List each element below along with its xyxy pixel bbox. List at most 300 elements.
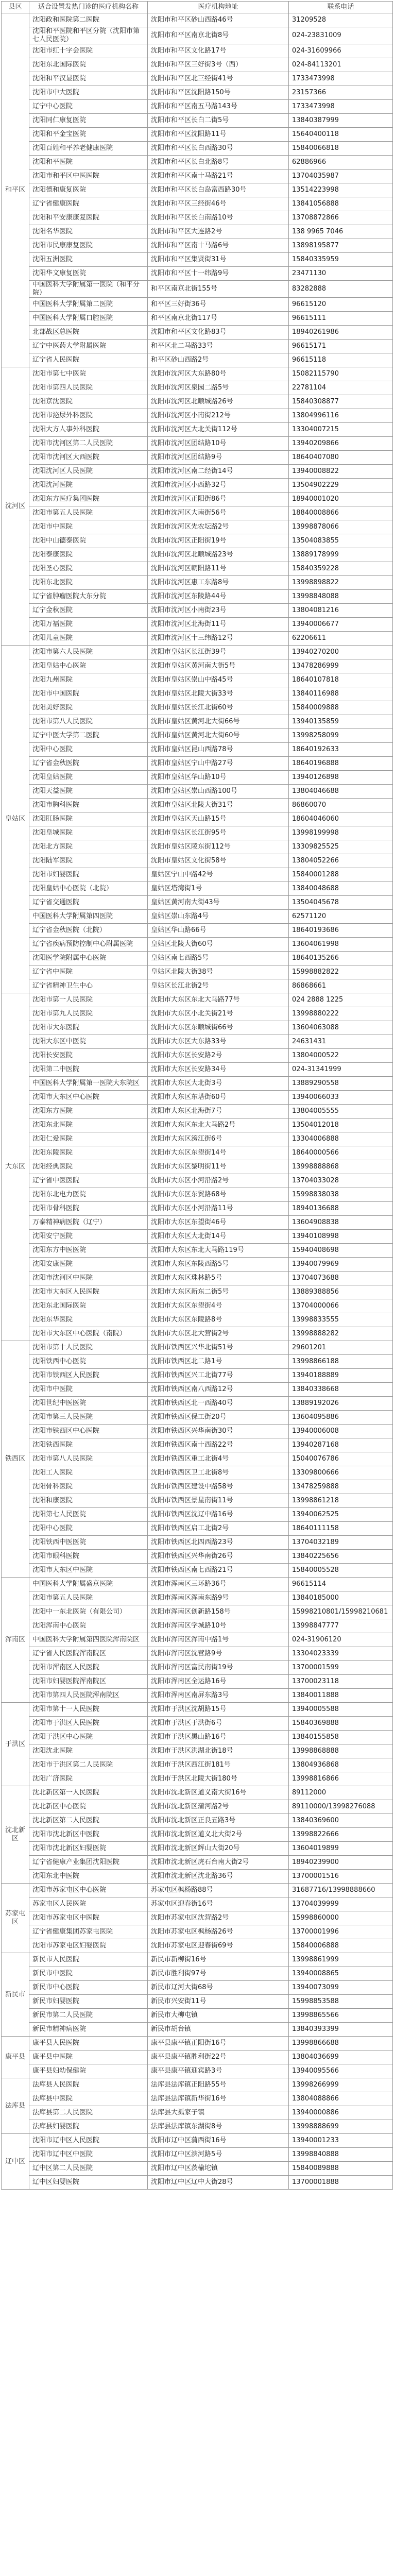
address-cell: 沈阳市沈河区团结路10号 (148, 437, 289, 451)
phone-cell: 13940066033 (289, 1091, 393, 1105)
address-cell: 沈阳市浑南区浑南东路9号 (148, 1591, 289, 1605)
address-cell: 沈阳市和平区北三经街41号 (148, 72, 289, 86)
phone-cell: 13704073688 (289, 1272, 393, 1285)
table-row (2, 1856, 393, 1870)
phone-cell: 13309800666 (289, 1466, 393, 1480)
institution-name-cell: 沈阳市沈河区第二人民医院 (29, 437, 148, 451)
institution-name-cell: 沈阳东方中医医院 (29, 1244, 148, 1258)
institution-name-cell: 沈阳市沈河区大西医院 (29, 451, 148, 465)
phone-cell: 024-31609966 (289, 44, 393, 58)
table-row (2, 423, 393, 437)
table-row (2, 1341, 393, 1355)
phone-cell: 96615114 (289, 1578, 393, 1591)
phone-cell: 13304006888 (289, 1132, 393, 1146)
phone-cell: 15840001288 (289, 868, 393, 882)
table-row (2, 197, 393, 211)
table-row (2, 142, 393, 156)
phone-cell: 13940287168 (289, 1438, 393, 1452)
table-row (2, 183, 393, 197)
institution-name-cell: 沈阳广济医院 (29, 1772, 148, 1786)
phone-cell: 96615171 (289, 340, 393, 353)
table-row (2, 701, 393, 715)
address-cell: 沈阳市皇姑区陵东街112号 (148, 840, 289, 854)
table-row (2, 1772, 393, 1786)
phone-cell: 13804996116 (289, 409, 393, 423)
address-cell: 沈阳市铁西区南十西路22号 (148, 1438, 289, 1452)
address-cell: 沈阳市辽中区辽中大街28号 (148, 2176, 289, 2190)
phone-cell: 96615111 (289, 312, 393, 326)
phone-cell: 15940408698 (289, 1244, 393, 1258)
address-cell: 沈阳市铁西区兴华南街26号 (148, 1550, 289, 1564)
institution-name-cell: 沈阳市骨科医院 (29, 1202, 148, 1216)
address-cell: 沈阳市和平区砂山西路46号 (148, 13, 289, 27)
table-row (2, 381, 393, 395)
institution-name-cell: 沈阳中山德泰医院 (29, 534, 148, 548)
institution-name-cell: 沈阳市和平区中医医院 (29, 170, 148, 183)
phone-cell: 024-23831009 (289, 27, 393, 44)
table-row (2, 1425, 393, 1438)
phone-cell: 13804005555 (289, 1105, 393, 1118)
address-cell: 沈阳市大东区小河沿路11号 (148, 1202, 289, 1216)
phone-cell: 13304023339 (289, 1647, 393, 1661)
institution-name-cell: 新民市中医院 (29, 1967, 148, 1981)
institution-name-cell: 沈阳市第九人民医院 (29, 1007, 148, 1021)
institution-name-cell: 沈阳名华医院 (29, 225, 148, 239)
institution-name-cell: 沈阳市沈河区中医院 (29, 1272, 148, 1285)
institution-name-cell: 沈北新区中心医院 (29, 1800, 148, 1814)
phone-cell: 13998866188 (289, 1355, 393, 1369)
phone-cell: 13840011888 (289, 1689, 393, 1703)
phone-cell: 138 9965 7046 (289, 225, 393, 239)
table-row (2, 965, 393, 979)
institution-name-cell: 沈阳天益医院 (29, 785, 148, 799)
address-cell: 沈阳市大东区东陵路8号 (148, 1313, 289, 1327)
phone-cell: 13514223998 (289, 183, 393, 197)
table-row (2, 1925, 393, 1939)
institution-name-cell: 沈阳市大东区中医院 (29, 1564, 148, 1578)
address-cell: 新民市辽河大街68号 (148, 1981, 289, 1995)
institution-name-cell: 法库县第二人民医院 (29, 2106, 148, 2120)
table-row (2, 1717, 393, 1731)
phone-cell: 13998840888 (289, 2148, 393, 2162)
phone-cell: 13700001599 (289, 1661, 393, 1675)
institution-name-cell: 新民市第二人民医院 (29, 2009, 148, 2023)
phone-cell: 13998861218 (289, 1494, 393, 1508)
phone-cell: 13708872866 (289, 211, 393, 225)
table-row (2, 2050, 393, 2064)
address-cell: 沈阳市沈河区大北关街112号 (148, 423, 289, 437)
address-cell: 沈阳市铁西区重工北街4号 (148, 1452, 289, 1466)
table-row (2, 715, 393, 729)
table-row (2, 1313, 393, 1327)
district-cell: 法库县 (2, 2078, 29, 2134)
phone-cell: 13841056888 (289, 197, 393, 211)
phone-cell: 15998853588 (289, 1995, 393, 2009)
table-row (2, 1564, 393, 1578)
phone-cell: 13704033028 (289, 1174, 393, 1188)
table-row (2, 340, 393, 353)
address-cell: 沈阳市大东区东顺城街66号 (148, 1021, 289, 1035)
institution-name-cell: 沈阳中心医院 (29, 743, 148, 757)
institution-name-cell: 辽宁中医药大学附属医院 (29, 340, 148, 353)
phone-cell: 62886966 (289, 156, 393, 170)
institution-name-cell: 沈阳市胸科医院 (29, 799, 148, 812)
address-cell: 沈阳市浑南区三环路36号 (148, 1578, 289, 1591)
table-row (2, 170, 393, 183)
phone-cell: 15840089888 (289, 2162, 393, 2176)
institution-name-cell: 沈阳市第一人民医院 (29, 993, 148, 1007)
table-row (2, 618, 393, 632)
address-cell: 沈阳市皇姑区华山路10号 (148, 771, 289, 785)
institution-name-cell: 沈阳北方医院 (29, 840, 148, 854)
table-row (2, 1188, 393, 1202)
phone-cell: 13940062525 (289, 1508, 393, 1522)
address-cell: 沈阳市大东区东望街14号 (148, 1146, 289, 1160)
address-cell: 法库县大孤家子镇 (148, 2106, 289, 2120)
phone-cell: 13804088866 (289, 2092, 393, 2106)
table-row (2, 2148, 393, 2162)
table-row (2, 1967, 393, 1981)
address-cell: 沈阳市皇姑区宁山中路27号 (148, 757, 289, 771)
address-cell: 沈阳市铁西区保工街20号 (148, 1411, 289, 1425)
address-cell: 沈阳市浑南区创新路158号 (148, 1605, 289, 1619)
phone-cell: 89112000 (289, 1786, 393, 1800)
address-cell: 沈阳市大东区新东二街5号 (148, 1285, 289, 1299)
table-row (2, 785, 393, 799)
table-row (2, 1258, 393, 1272)
address-cell: 沈阳市皇姑区长江北街60号 (148, 701, 289, 715)
address-cell: 沈阳市大东区东北大马路2号 (148, 1118, 289, 1132)
institution-name-cell: 沈阳于洪区中心医院 (29, 1731, 148, 1744)
address-cell: 沈阳市和平区三好街3号（西） (148, 58, 289, 72)
phone-cell: 13700001996 (289, 1925, 393, 1939)
address-cell: 沈阳市皇姑区黄河北大街66号 (148, 715, 289, 729)
address-cell: 沈阳市大东区东贸路68号 (148, 1188, 289, 1202)
address-cell: 沈阳市铁西区启工北街2号 (148, 1522, 289, 1536)
institution-name-cell: 沈阳和平医院 (29, 156, 148, 170)
table-row (2, 1397, 393, 1411)
institution-name-cell: 辽宁省健康集团苏家屯医院 (29, 1925, 148, 1939)
table-row (2, 281, 393, 298)
table-row (2, 979, 393, 993)
phone-cell: 18640192633 (289, 743, 393, 757)
address-cell: 和平区南京北街155号 (148, 281, 289, 298)
table-row (2, 1661, 393, 1675)
address-cell: 沈阳市和平区南十马路6号 (148, 239, 289, 253)
table-row (2, 868, 393, 882)
phone-cell: 13940095566 (289, 2064, 393, 2078)
table-row (2, 2064, 393, 2078)
institution-name-cell: 辽宁中医大学第二医院 (29, 729, 148, 743)
phone-cell: 13478286999 (289, 659, 393, 673)
table-row (2, 1744, 393, 1758)
phone-cell: 13700023118 (289, 1675, 393, 1689)
table-row (2, 1647, 393, 1661)
phone-cell: 13889178999 (289, 548, 393, 562)
address-cell: 沈阳市沈北新区道义南大街16号 (148, 1786, 289, 1800)
address-cell: 皇姑区长江北街2号 (148, 979, 289, 993)
address-cell: 新民市胜利街97号 (148, 1967, 289, 1981)
institution-name-cell: 中国医科大学附属第一医院大东院区 (29, 1077, 148, 1091)
institution-name-cell: 中国医科大学附属第二医院 (29, 298, 148, 312)
address-cell: 沈阳市沈河区正阳街19号 (148, 534, 289, 548)
table-row (2, 1828, 393, 1842)
institution-name-cell: 沈阳市第四人民医院浑南院区 (29, 1689, 148, 1703)
table-row (2, 2009, 393, 2023)
institution-name-cell: 沈阳东方医院 (29, 1105, 148, 1118)
address-cell: 沈阳市浑南区学城路10号 (148, 1619, 289, 1633)
institution-name-cell: 沈阳市第五人民医院 (29, 506, 148, 520)
phone-cell: 13304007215 (289, 423, 393, 437)
address-cell: 沈阳市辽中区茨榆坨镇 (148, 2162, 289, 2176)
phone-cell: 13998888868 (289, 1160, 393, 1174)
address-cell: 沈阳市沈北新区虎石台南大街2号 (148, 1856, 289, 1870)
address-cell: 沈阳市和平区长白北路8号 (148, 156, 289, 170)
table-row (2, 1299, 393, 1313)
address-cell: 沈阳市沈北新区道义北大街2号 (148, 1828, 289, 1842)
institution-name-cell: 中国医科大学附属盛京医院 (29, 1578, 148, 1591)
address-cell: 沈阳市大东区东望街4号 (148, 1299, 289, 1313)
institution-name-cell: 沈阳市第八人民医院 (29, 715, 148, 729)
address-cell: 沈阳市于洪区西江街181号 (148, 1758, 289, 1772)
institution-name-cell: 辽中区第二人民医院 (29, 2162, 148, 2176)
header-address: 医疗机构地址 (148, 2, 289, 13)
institution-name-cell: 沈阳东北医院 (29, 1118, 148, 1132)
phone-cell: 13998898822 (289, 576, 393, 590)
institution-name-cell: 新民市中心医院 (29, 1981, 148, 1995)
table-row (2, 576, 393, 590)
address-cell: 沈阳市铁西区北二路1号 (148, 1355, 289, 1369)
phone-cell: 96615118 (289, 353, 393, 367)
phone-cell: 15998882822 (289, 965, 393, 979)
fever-clinic-table (1, 1, 393, 2190)
institution-name-cell: 沈阳皇姑医院 (29, 771, 148, 785)
institution-name-cell: 沈阳市第八人民医院 (29, 1452, 148, 1466)
address-cell: 沈阳市于洪区黑山路16号 (148, 1731, 289, 1744)
table-row (2, 1327, 393, 1341)
address-cell: 皇姑区北陵大街60号 (148, 938, 289, 952)
table-row (2, 451, 393, 465)
phone-cell: 13998861999 (289, 1953, 393, 1967)
address-cell: 皇姑区北陵大街38号 (148, 965, 289, 979)
table-row (2, 1884, 393, 1897)
table-row (2, 1689, 393, 1703)
address-cell: 沈阳市铁西区景星南街11号 (148, 1494, 289, 1508)
address-cell: 沈阳市大东区珠林路5号 (148, 1272, 289, 1285)
address-cell: 和平区三好街36号 (148, 298, 289, 312)
table-row (2, 211, 393, 225)
table-row (2, 1466, 393, 1480)
address-cell: 沈阳市沈河区北海街11号 (148, 618, 289, 632)
phone-cell: 13998888282 (289, 1327, 393, 1341)
phone-cell: 62571120 (289, 910, 393, 924)
header-institution-name: 适合设置发热门诊的医疗机构名称 (29, 2, 148, 13)
address-cell: 沈阳市沈河区十三纬路12号 (148, 632, 289, 646)
address-cell: 沈阳市大东区大北街14号 (148, 1230, 289, 1244)
address-cell: 沈阳市皇姑区北陵大街31号 (148, 799, 289, 812)
address-cell: 法库县法库镇新华街16号 (148, 2092, 289, 2106)
table-row (2, 27, 393, 44)
institution-name-cell: 辽宁省人民医院浑南院区 (29, 1647, 148, 1661)
table-row (2, 1105, 393, 1118)
institution-name-cell: 沈阳东北医院 (29, 576, 148, 590)
address-cell: 沈阳市铁西区南八西路12号 (148, 1383, 289, 1397)
table-row (2, 729, 393, 743)
address-cell: 沈阳市大东区大北街3号 (148, 1077, 289, 1091)
institution-name-cell: 沈阳铁西中心医院 (29, 1355, 148, 1369)
phone-cell: 13704000066 (289, 1299, 393, 1313)
table-body (2, 13, 393, 2190)
phone-cell: 1733473998 (289, 72, 393, 86)
institution-name-cell: 沈阳和平金宝医院 (29, 128, 148, 142)
address-cell: 沈阳市皇姑区天山路15号 (148, 812, 289, 826)
institution-name-cell: 沈阳市沈北新区妇婴医院 (29, 1842, 148, 1856)
table-row (2, 1814, 393, 1828)
table-row (2, 1452, 393, 1466)
address-cell: 沈阳市苏家屯区迎春街69号 (148, 1939, 289, 1953)
phone-cell: 13704032189 (289, 1536, 393, 1550)
phone-cell: 15640400118 (289, 128, 393, 142)
table-row (2, 2037, 393, 2050)
table-row (2, 395, 393, 409)
table-row (2, 534, 393, 548)
institution-name-cell: 康平县妇幼保健院 (29, 2064, 148, 2078)
phone-cell: 13700001516 (289, 1870, 393, 1884)
table-row (2, 13, 393, 27)
phone-cell: 13504045678 (289, 896, 393, 910)
table-row (2, 367, 393, 381)
address-cell: 沈阳市浑南区浑南中路1号 (148, 1633, 289, 1647)
table-row (2, 1230, 393, 1244)
address-cell: 沈阳市大东区小北关街21号 (148, 1007, 289, 1021)
table-row (2, 2120, 393, 2134)
phone-cell: 13840369600 (289, 1814, 393, 1828)
institution-name-cell: 辽宁省人民医院 (29, 353, 148, 367)
phone-cell: 13840116988 (289, 687, 393, 701)
phone-cell: 29601201 (289, 1341, 393, 1355)
table-row (2, 58, 393, 72)
address-cell: 和平区砂山西路2号 (148, 353, 289, 367)
address-cell: 沈阳市沈河区朝阳路11号 (148, 562, 289, 576)
institution-name-cell: 沈阳市眼科医院 (29, 1550, 148, 1564)
address-cell: 沈阳市铁西区北一西路40号 (148, 1397, 289, 1411)
district-cell: 新民市 (2, 1953, 29, 2037)
phone-cell: 15840308877 (289, 395, 393, 409)
address-cell: 新民市胡台镇 (148, 2023, 289, 2037)
phone-cell: 15040076786 (289, 1452, 393, 1466)
table-row (2, 2092, 393, 2106)
address-cell: 沈阳市大东区滂江街6号 (148, 1132, 289, 1146)
address-cell: 沈阳市沈河区大南街56号 (148, 506, 289, 520)
address-cell: 沈阳市沈河区小南街23号 (148, 604, 289, 618)
address-cell: 沈阳市和平区文化路83号 (148, 326, 289, 340)
institution-name-cell: 沈阳百姓和平养老健康医院 (29, 142, 148, 156)
address-cell: 皇姑区宁山中路42号 (148, 868, 289, 882)
table-row (2, 854, 393, 868)
phone-cell: 024-31341999 (289, 1063, 393, 1077)
institution-name-cell: 辽宁省疾病预防控制中心附属医院 (29, 938, 148, 952)
table-row (2, 2023, 393, 2037)
table-row (2, 757, 393, 771)
district-cell: 浑南区 (2, 1578, 29, 1703)
institution-name-cell: 沈阳经典医院 (29, 1160, 148, 1174)
table-row (2, 465, 393, 479)
table-row (2, 1897, 393, 1911)
institution-name-cell: 沈阳皇姑中心医院 (29, 659, 148, 673)
institution-name-cell: 新民市精神病医院 (29, 2023, 148, 2037)
address-cell: 苏家屯区迎春街16号 (148, 1897, 289, 1911)
address-cell: 沈阳市大东区长安路2号 (148, 1049, 289, 1063)
table-row (2, 1244, 393, 1258)
phone-cell: 86868661 (289, 979, 393, 993)
institution-name-cell: 法库县妇婴医院 (29, 2120, 148, 2134)
institution-name-cell: 北部战区总医院 (29, 326, 148, 340)
institution-name-cell: 沈阳市第十人民医院 (29, 1341, 148, 1355)
institution-name-cell: 沈阳市辽中区中医院 (29, 2148, 148, 2162)
table-row (2, 1494, 393, 1508)
address-cell: 沈阳市沈河区南二经街14号 (148, 465, 289, 479)
phone-cell: 13998866688 (289, 2037, 393, 2050)
phone-cell: 13504012018 (289, 1118, 393, 1132)
phone-cell: 13998199998 (289, 826, 393, 840)
address-cell: 沈阳市大东区东北大马路119号 (148, 1244, 289, 1258)
phone-cell: 13504902229 (289, 479, 393, 493)
address-cell: 沈阳市铁西区北四西路23号 (148, 1536, 289, 1550)
address-cell: 法库县法库镇正阳路55号 (148, 2078, 289, 2092)
table-row (2, 1021, 393, 1035)
district-cell: 沈河区 (2, 367, 29, 646)
phone-cell: 13804052266 (289, 854, 393, 868)
table-row (2, 1522, 393, 1536)
address-cell: 沈阳市和平区长白西路30号 (148, 142, 289, 156)
phone-cell: 15082115790 (289, 367, 393, 381)
phone-cell: 13604061998 (289, 938, 393, 952)
institution-name-cell: 沈阳市中医院 (29, 520, 148, 534)
address-cell: 新民市兴安街11号 (148, 1995, 289, 2009)
phone-cell: 13604095886 (289, 1411, 393, 1425)
institution-name-cell: 沈阳市大东医院 (29, 1021, 148, 1035)
table-row (2, 479, 393, 493)
institution-name-cell: 沈阳市大东区中心医院 (29, 1091, 148, 1105)
phone-cell: 13309825525 (289, 840, 393, 854)
table-row (2, 1605, 393, 1619)
address-cell: 沈阳市大东区小河沿路2号 (148, 1174, 289, 1188)
district-cell: 铁西区 (2, 1341, 29, 1578)
phone-cell: 15998860000 (289, 1911, 393, 1925)
institution-name-cell: 康平县中医院 (29, 2050, 148, 2064)
phone-cell: 13940209866 (289, 437, 393, 451)
institution-name-cell: 沈阳市第三人民医院 (29, 1411, 148, 1425)
address-cell: 沈阳市铁西区南七西路21号 (148, 1564, 289, 1578)
table-row (2, 2106, 393, 2120)
address-cell: 沈阳市和平区长白二街5号 (148, 114, 289, 128)
institution-name-cell: 沈阳万福医院 (29, 618, 148, 632)
phone-cell: 23471130 (289, 267, 393, 281)
institution-name-cell: 中国医科大学附属第四医院浑南院区 (29, 1633, 148, 1647)
address-cell: 沈阳市浑南区沈营路9号 (148, 1647, 289, 1661)
table-row (2, 1911, 393, 1925)
phone-cell: 23157366 (289, 86, 393, 100)
address-cell: 沈阳市皇姑区黄河北大街60号 (148, 729, 289, 743)
table-row (2, 225, 393, 239)
table-row (2, 743, 393, 757)
table-row (2, 1160, 393, 1174)
table-row (2, 1758, 393, 1772)
institution-name-cell: 沈阳和平医院和平区分院（沈阳市第七人民医院） (29, 27, 148, 44)
table-row (2, 1939, 393, 1953)
address-cell: 沈阳市和平区南五马路143号 (148, 100, 289, 114)
institution-name-cell: 沈阳市红十字会医院 (29, 44, 148, 58)
